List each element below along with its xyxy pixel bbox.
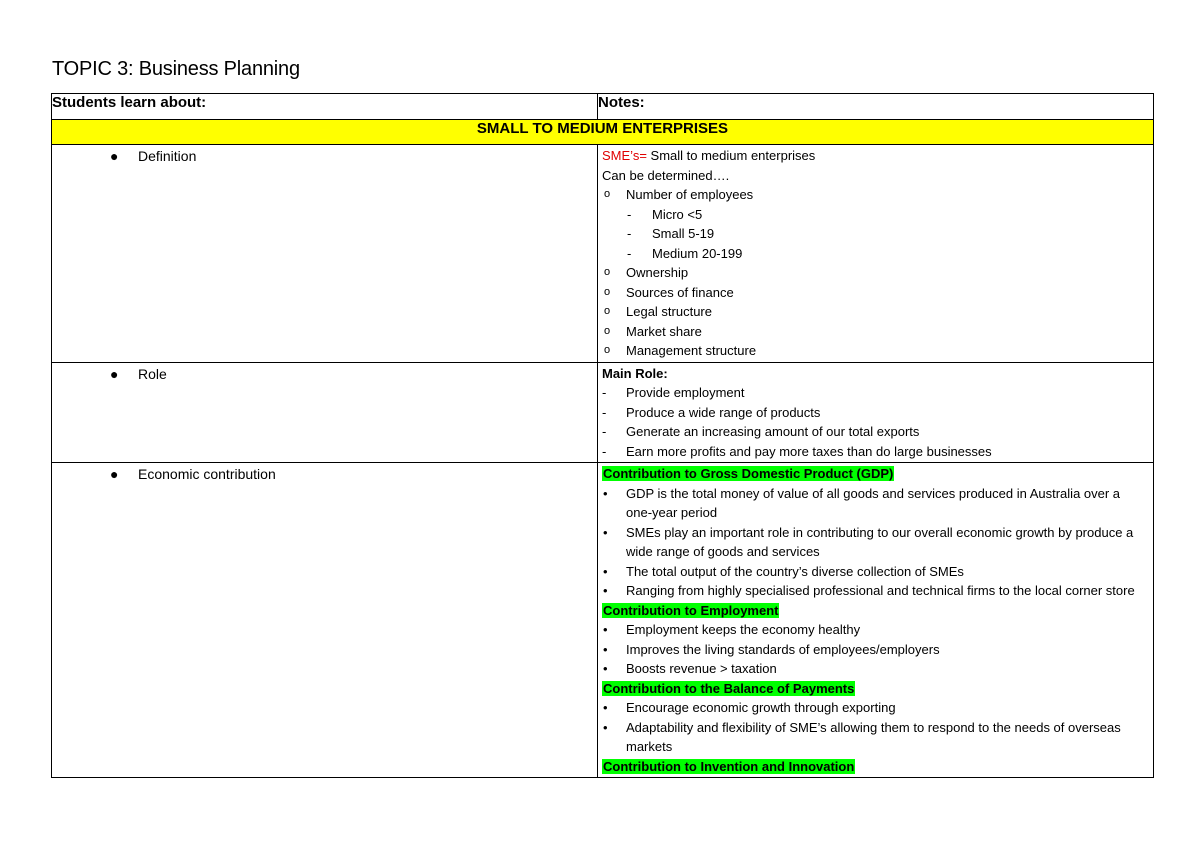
bullet-icon: ● <box>110 148 119 164</box>
bullet-icon: • <box>603 622 608 637</box>
page-title: TOPIC 3: Business Planning <box>52 58 300 80</box>
circle-bullet-icon: o <box>604 266 611 278</box>
list-item-text: Number of employees <box>626 187 754 202</box>
main-role-heading: Main Role: <box>602 365 668 381</box>
header-row <box>52 94 1154 120</box>
definition-notes-cell <box>598 145 1154 363</box>
list-item-text: Improves the living standards of employees/employers <box>626 641 940 657</box>
invention-heading: Contribution to Invention and Innovation <box>603 758 855 774</box>
list-item <box>602 322 1147 342</box>
list-item <box>602 185 1147 205</box>
role-label: Role <box>138 365 167 382</box>
list-item <box>602 205 1147 225</box>
list-item-text: Management structure <box>626 343 757 358</box>
section-row <box>52 120 1154 145</box>
list-item-text: Employment keeps the economy healthy <box>626 622 861 637</box>
list-item <box>602 523 1147 562</box>
list-item-text: Medium 20-199 <box>652 245 743 261</box>
dash-icon: - <box>627 245 632 261</box>
bullet-icon: ● <box>110 466 119 482</box>
list-item <box>602 283 1147 303</box>
list-item <box>602 620 1147 640</box>
role-left-cell <box>52 362 598 463</box>
list-item-text: Provide employment <box>626 385 745 400</box>
gdp-heading: Contribution to Gross Domestic Product (GDP) <box>603 466 894 481</box>
economic-left-cell <box>52 463 598 778</box>
bullet-icon: • <box>603 641 608 657</box>
list-item-text: Encourage economic growth through exporting <box>626 700 896 715</box>
bullet-icon: • <box>603 583 608 598</box>
bullet-icon: ● <box>110 365 119 382</box>
bullet-icon: • <box>603 719 608 735</box>
circle-bullet-icon: o <box>604 324 611 337</box>
circle-bullet-icon: o <box>604 305 611 317</box>
list-item <box>602 224 1147 244</box>
list-item-text: SMEs play an important role in contributing to our overall economic growth by produce a wide range of goods and services <box>626 524 1134 559</box>
economic-row <box>52 463 1154 778</box>
list-item <box>602 403 1147 423</box>
list-item-text: Generate an increasing amount of our total exports <box>626 424 920 439</box>
list-item <box>602 263 1147 283</box>
bullet-icon: • <box>603 563 608 579</box>
role-notes-cell <box>598 362 1154 463</box>
section-title: SMALL TO MEDIUM ENTERPRISES <box>52 120 1154 145</box>
list-item <box>602 484 1147 523</box>
list-item <box>602 442 1147 462</box>
list-item-text: GDP is the total money of value of all goods and services produced in Australia over a one-year period <box>626 485 1121 520</box>
list-item-text: Ownership <box>626 265 689 280</box>
bullet-icon: • <box>603 661 608 676</box>
list-item-text: Adaptability and flexibility of SME’s allowing them to respond to the needs of overseas markets <box>626 719 1121 754</box>
list-item-text: Boosts revenue > taxation <box>626 661 777 676</box>
balance-of-payments-heading: Contribution to the Balance of Payments <box>603 680 855 696</box>
economic-label: Economic contribution <box>138 466 276 482</box>
list-item-text: Market share <box>626 323 702 339</box>
list-item <box>602 302 1147 322</box>
definition-row <box>52 145 1154 363</box>
list-item-text: Micro <5 <box>652 206 703 222</box>
definition-left-cell <box>52 145 598 363</box>
list-item <box>602 718 1147 757</box>
dash-icon: - <box>627 206 632 222</box>
dash-icon: - <box>602 385 607 400</box>
bullet-icon: • <box>603 485 608 501</box>
list-item <box>602 383 1147 403</box>
sme-rest: Small to medium enterprises <box>646 148 816 163</box>
determined-text: Can be determined…. <box>602 167 730 183</box>
economic-notes-cell <box>598 463 1154 778</box>
list-item <box>602 244 1147 264</box>
header-notes: Notes: <box>598 94 1154 120</box>
list-item <box>602 581 1147 601</box>
dash-icon: - <box>602 443 607 459</box>
list-item <box>602 640 1147 660</box>
bullet-icon: • <box>603 524 608 540</box>
circle-bullet-icon: o <box>604 188 611 200</box>
circle-bullet-icon: o <box>604 344 611 356</box>
list-item-text: Legal structure <box>626 304 712 319</box>
list-item-text: Earn more profits and pay more taxes than do large businesses <box>626 443 992 459</box>
list-item-text: Small 5-19 <box>652 226 715 241</box>
employment-heading: Contribution to Employment <box>603 602 779 618</box>
list-item <box>602 422 1147 442</box>
list-item-text: Sources of finance <box>626 284 734 300</box>
definition-label: Definition <box>138 148 197 164</box>
list-item-text: The total output of the country’s diverse collection of SMEs <box>626 563 964 579</box>
role-row <box>52 362 1154 463</box>
sme-prefix: SME’s= <box>602 148 647 163</box>
dash-icon: - <box>602 424 607 439</box>
header-students-learn-about: Students learn about: <box>52 94 598 120</box>
list-item <box>602 562 1147 582</box>
list-item <box>602 341 1147 361</box>
dash-icon: - <box>627 226 632 241</box>
circle-bullet-icon: o <box>604 285 611 298</box>
list-item-text: Produce a wide range of products <box>626 404 821 420</box>
bullet-icon: • <box>603 700 608 715</box>
list-item <box>602 698 1147 718</box>
dash-icon: - <box>602 404 607 420</box>
notes-table <box>51 93 1154 778</box>
sme-definition <box>602 146 1147 166</box>
list-item <box>602 659 1147 679</box>
list-item-text: Ranging from highly specialised professional and technical firms to the local corner store <box>626 583 1135 598</box>
